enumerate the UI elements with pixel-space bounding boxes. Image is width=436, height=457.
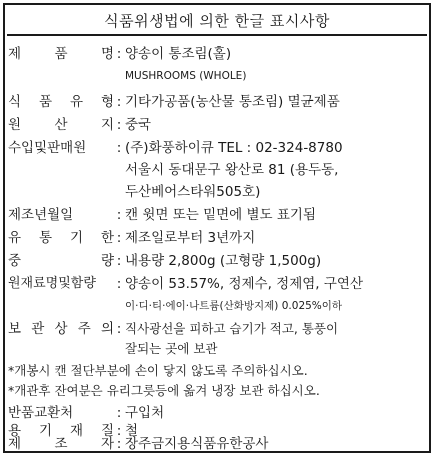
maker-label: 제 조 자: [8, 436, 114, 452]
importer-line-1: (주)화풍하이큐 TEL : 02-324-8780: [125, 140, 343, 156]
container-value: 철: [125, 423, 139, 439]
exchange-label: 반품교환처: [8, 405, 74, 421]
maker-value: 장주금지용식품유한공사: [125, 436, 269, 452]
title-divider: [7, 34, 427, 36]
origin-value: 중국: [125, 117, 152, 133]
importer-line-3: 두산베어스타워505호): [125, 184, 261, 200]
origin-label: 원 산 지: [8, 117, 114, 133]
product-name-value: 양송이 통조림(홀): [125, 46, 232, 62]
caution-note-1: *개봉시 캔 절단부분에 손이 닿지 않도록 주의하십시오.: [8, 363, 308, 378]
storage-label: 보 관 상 주 의: [8, 321, 114, 337]
ingredients-additive: 이·디·티·에이·나트륨(산화방지제) 0.025%이하: [125, 300, 343, 312]
weight-value: 내용량 2,800g (고형량 1,500g): [125, 253, 322, 269]
container-label: 용 기 재 질: [8, 423, 114, 439]
storage-line-2: 잘되는 곳에 보관: [125, 341, 218, 356]
mfg-date-value: 캔 윗면 또는 밑면에 별도 표기됨: [125, 207, 316, 223]
food-type-value: 기타가공품(농산물 통조림) 멸균제품: [125, 94, 340, 110]
caution-note-2: *개관후 잔여분은 유리그릇등에 옮겨 냉장 보관 하십시오.: [8, 383, 320, 398]
ingredients-value: 양송이 53.57%, 정제수, 정제염, 구연산: [125, 276, 364, 292]
expiry-value: 제조일로부터 3년까지: [125, 230, 256, 246]
label-title: 식품위생법에 의한 한글 표시사항: [104, 12, 330, 30]
expiry-label: 유 통 기 한: [8, 230, 114, 246]
product-name-label: 제 품 명: [8, 46, 114, 62]
exchange-value: 구입처: [125, 405, 165, 421]
importer-line-2: 서울시 동대문구 왕산로 81 (용두동,: [125, 162, 339, 178]
weight-label: 중 량: [8, 253, 114, 269]
product-name-english: MUSHROOMS (WHOLE): [125, 70, 247, 82]
storage-line-1: 직사광선을 피하고 습기가 적고, 통풍이: [125, 321, 339, 336]
mfg-date-label: 제조년월일: [8, 207, 74, 223]
food-type-label: 식 품 유 형: [8, 94, 114, 110]
importer-label: 수입및판매원: [8, 140, 87, 156]
ingredients-label: 원재료명및함량: [8, 276, 96, 291]
